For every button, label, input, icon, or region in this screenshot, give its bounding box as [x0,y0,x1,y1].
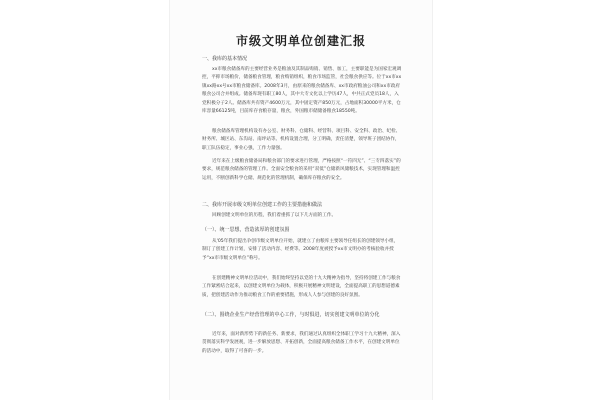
section-heading-2: 二、我库开展市级文明单位创建工作的主要措施和做法 [202,202,323,208]
paragraph-3: 近年来在上级粮食储备局和粮食部门的要求进行管理，严格按照“一符四无”、“三专四落实”的要求，规范粮食储备的管理工作。全面安全粮食的采用“双低”仓储新风储粮技术，实现管理和温控运用，不断创新科学仓储、规范化的管理机制，确保库存粮食的安全。 [202,159,401,181]
paragraph-6: 在创建精神文明单位活动中，我们始终坚持以党的十九大精神为指导，坚持将创建工作与粮食工作紧密结合起来，以创建文明单位为载体，积极开展精神文明建设，全面提高职工的思想道德素质，把创建活动作为推动粮食工作的重要措施，形成人人参与创建的良好氛围。 [202,276,401,298]
paragraph-7: 近年来，面对新形势下的新任务、新要求，我们通过认真组织全体职工学习十九大精神，深入贯彻落实科学发展观，进一步解放思想、开拓创新，全面提高粮食储备工作水平，在创建文明单位的活动中，取得了可喜的一步。 [202,332,401,354]
paragraph-4: 回顾创建文明单位的历程，我们着重抓了以下几方面的工作。 [212,213,337,218]
section-heading-1: 一、我库的基本情况 [202,56,248,62]
paragraph-2: 粮食储备库管理机构设有办公室、财务科、仓储科、经营科、项目科、安全科、政治、纪检、财务所、城区站、东沟站、南坪站等。机构设置合理，分工明确，责任清楚，领导班子团结协作，职工队伍稳定，事业心强，工作力量强。 [202,129,401,151]
section-heading-3: （一）、统一思想，营造浓厚的创建氛围 [202,227,290,233]
paragraph-5: 从'05年我们提出争创市级文明单位开始，就建立了由粮库主要领导任组长的创建领导小组，制订了创建工作计划，安排了活动内容、经费等。2008年度被授予xx市文明办的考核验收并授予“xx市市级文明单位”称号。 [202,239,399,261]
paragraph-1: xx市粮食储备库的主要经营业务是粮油及其制品购销、销售、加工，主要职能是为国家宏观调控，平抑市场粮价，储备粮食管理，粮食购销组织，粮食市场监管，社会粮食供应等。位于xx市xx镇xx路xx号xx市粮食储备库。2008年3月，由原来的粮食储备库、xx市政府粮油公司和xx市政府粮食公司合并组成。储备库现有职工80人，其中大专文化以上学历47人，中共正式党员18人，入党积极分子2人。储备库共有资产4600万元，其中固定资产850万元，占地面积30000平方米，仓库容量66125吨，目前库存食粮存量，粮食，外国粮市储储备粮食18550吨。 [202,67,402,115]
section-heading-4: （二）、围绕企业生产经营管理的中心工作，与时俱进，切实创建文明单位的分化 [202,312,380,318]
document-page [170,0,432,400]
document-title: 市级文明单位创建汇报 [235,34,366,48]
